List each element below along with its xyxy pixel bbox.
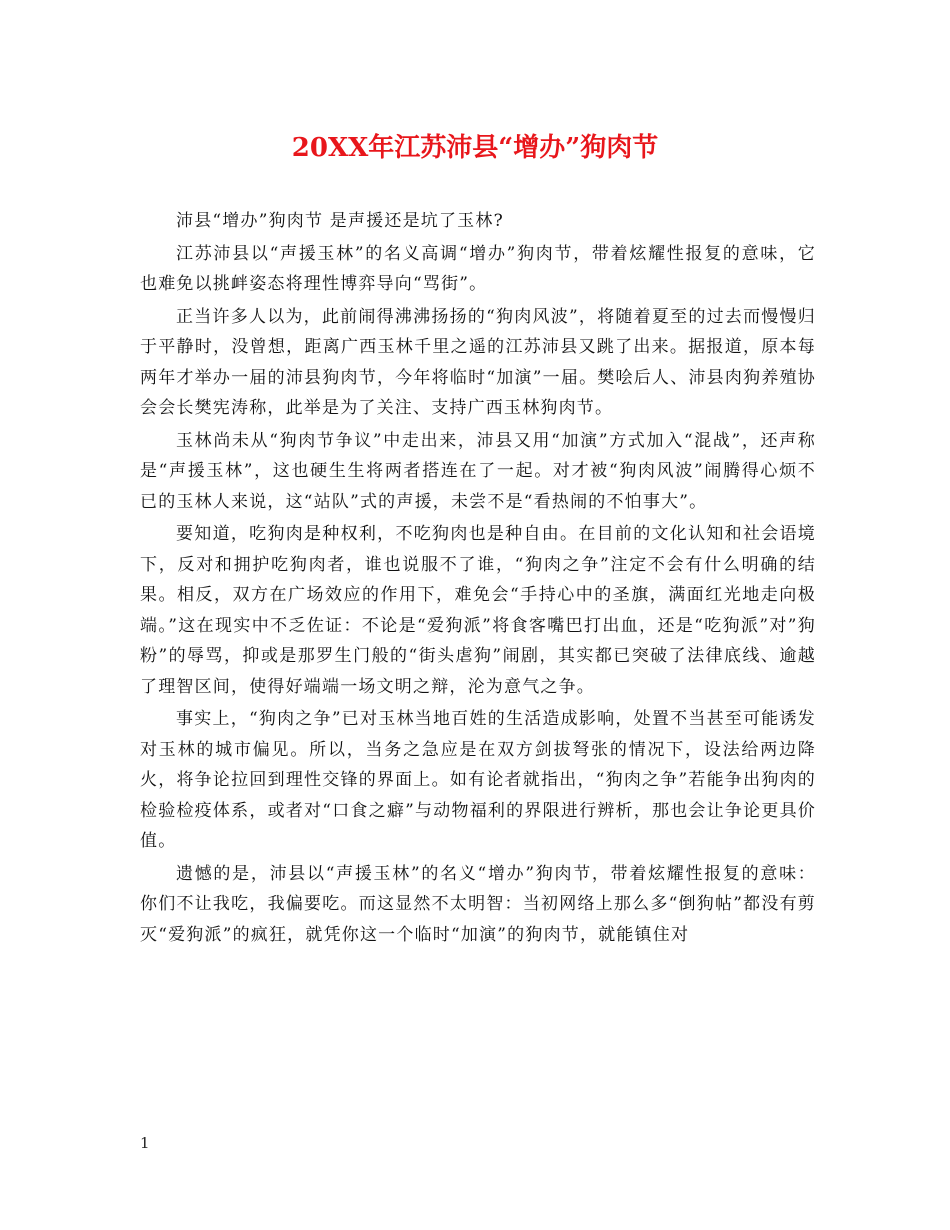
document-title: 20XX年江苏沛县“增办”狗肉节 — [291, 133, 659, 163]
paragraph: 要知道，吃狗肉是种权利，不吃狗肉也是种自由。在目前的文化认知和社会语境下，反对和拥护吃狗肉者，谁也说服不了谁，“狗肉之争”注定不会有什么明确的结果。相反，双方在广场效应的作用下，难免会“手持心中的圣旗，满面红光地走向极端。”这在现实中不乏佐证：不论是“爱狗派”将食客嘴巴打出血，还是“吃狗派”对”狗粉”的辱骂，抑或是那罗生门般的“街头虐狗”闹剧，其实都已突破了法律底线、逾越了理智区间，使得好端端一场文明之辩，沦为意气之争。 — [140, 524, 816, 697]
paragraph: 玉林尚未从“狗肉节争议”中走出来，沛县又用“加演”方式加入“混战”，还声称是“声援玉林”，这也硬生生将两者搭连在了一起。对才被“狗肉风波”闹腾得心烦不已的玉林人来说，这“站队”式的声援，未尝不是“看热闹的不怕事大”。 — [140, 430, 816, 512]
document-body — [140, 206, 816, 952]
page-number: 1 — [140, 1134, 150, 1152]
paragraph: 事实上，“狗肉之争”已对玉林当地百姓的生活造成影响，处置不当甚至可能诱发对玉林的城市偏见。所以，当务之急应是在双方剑拔弩张的情况下，设法给两边降火，将争论拉回到理性交锋的界面上。如有论者就指出，“狗肉之争”若能争出狗肉的检验检疫体系，或者对“口食之癖”与动物福利的界限进行辨析，那也会让争论更具价值。 — [140, 709, 816, 851]
paragraph: 江苏沛县以“声援玉林”的名义高调“增办”狗肉节，带着炫耀性报复的意味，它也难免以挑衅姿态将理性博弈导向“骂街”。 — [140, 243, 816, 294]
paragraph: 遗憾的是，沛县以“声援玉林”的名义“增办”狗肉节，带着炫耀性报复的意味：你们不让我吃，我偏要吃。而这显然不太明智：当初网络上那么多“倒狗帖”都没有剪灭“爱狗派”的疯狂，就凭你这一个临时“加演”的狗肉节，就能镇住对 — [140, 863, 816, 945]
paragraph: 正当许多人以为，此前闹得沸沸扬扬的“狗肉风波”，将随着夏至的过去而慢慢归于平静时，没曾想，距离广西玉林千里之遥的江苏沛县又跳了出来。据报道，原本每两年才举办一届的沛县狗肉节，今年将临时“加演”一届。樊哙后人、沛县肉狗养殖协会会长樊宪涛称，此举是为了关注、支持广西玉林狗肉节。 — [140, 306, 816, 418]
paragraph-subtitle: 沛县“增办”狗肉节 是声援还是坑了玉林? — [176, 211, 504, 231]
